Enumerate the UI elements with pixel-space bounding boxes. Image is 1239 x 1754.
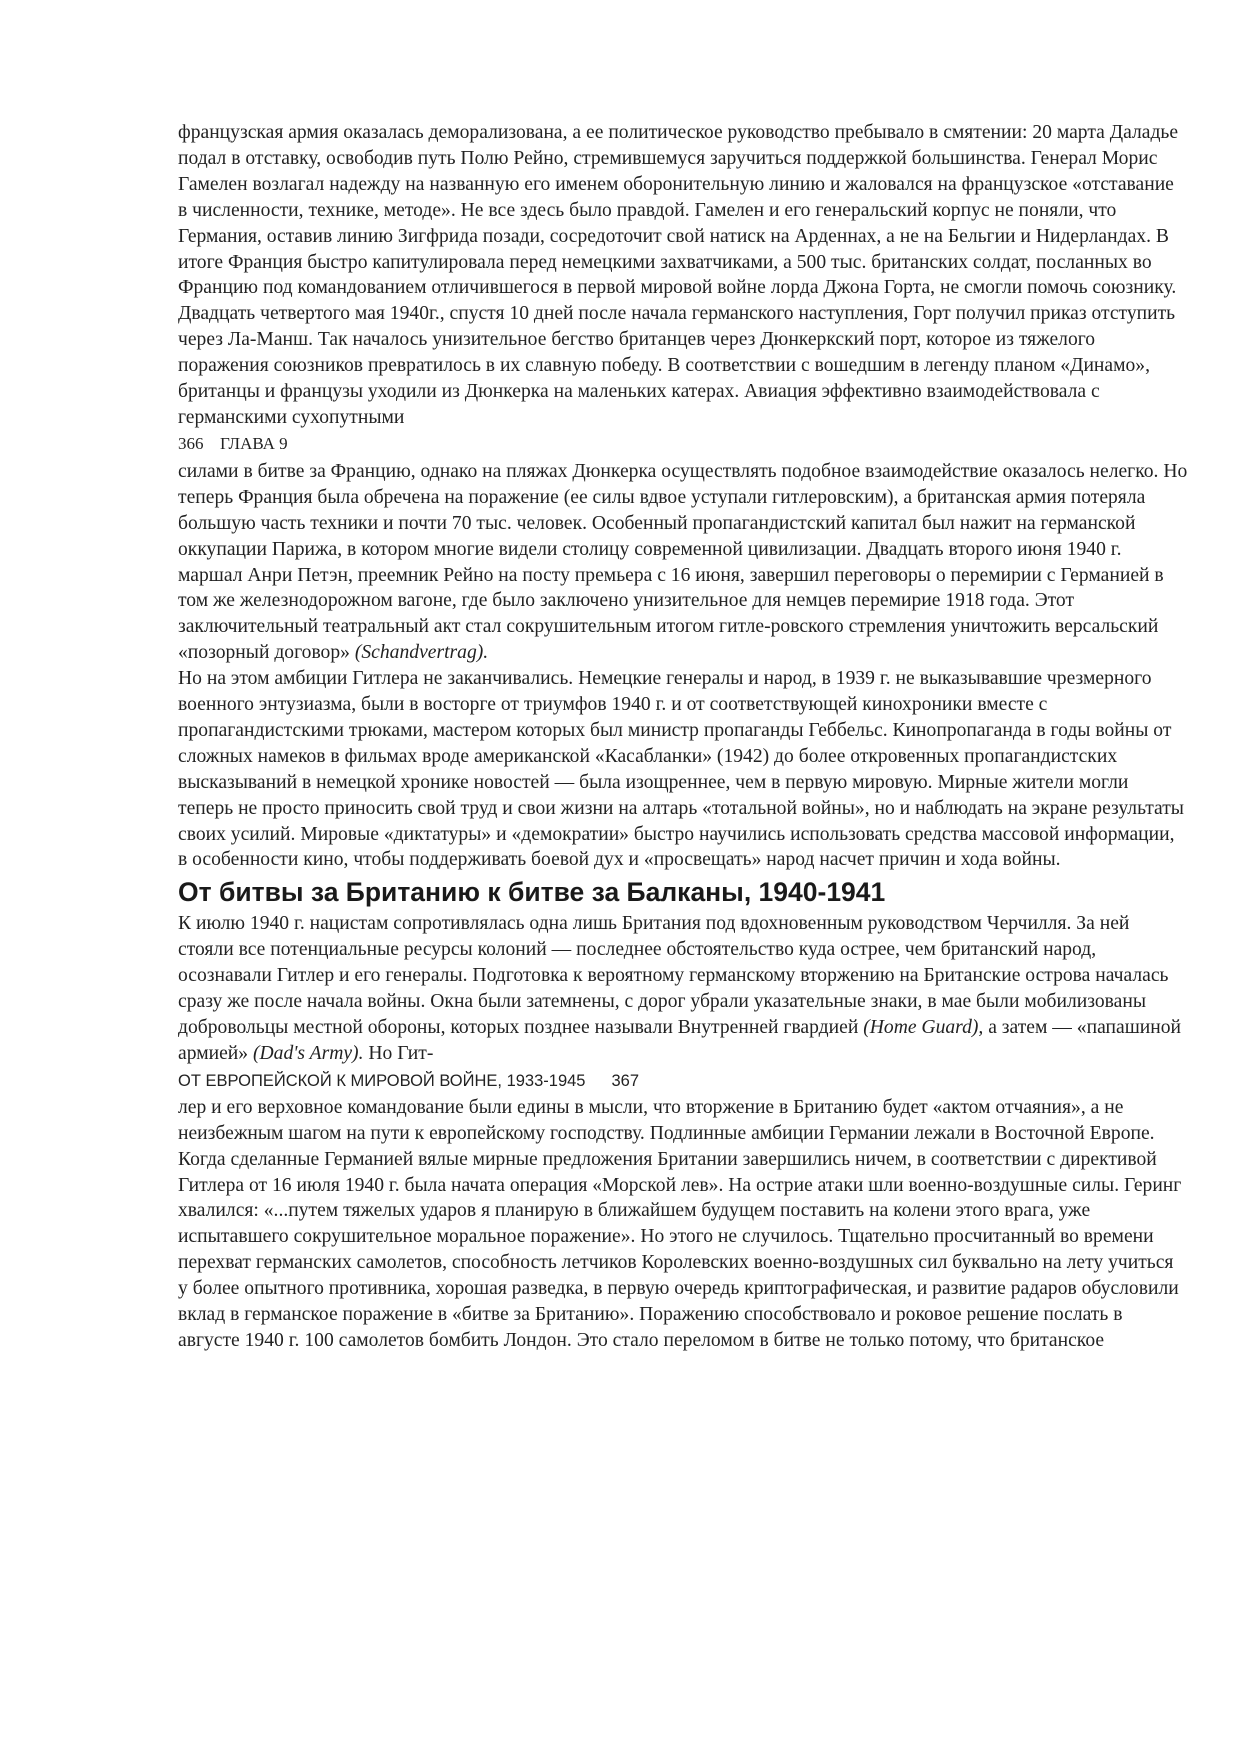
italic-term: (Schandvertrag). xyxy=(354,642,489,664)
paragraph: Двадцать четвертого мая 1940г., спустя 10 дней после начала германского наступления, Горт получил приказ отступить через Ла-Манш. Так началось унизительное бегство британцев через Дюнкеркский порт, которое из тяжелого поражения союзников превратилось в их славную победу. В соответствии с вошедшим в легенду планом «Динамо», британцы и французы уходили из Дюнкерка на маленьких катерах. Авиация эффективно взаимодействовала с германскими сухопутными xyxy=(178,303,1176,428)
italic-term: (Home Guard), xyxy=(863,1017,984,1038)
paragraph: лер и его верховное командование были едины в мысли, что вторжение в Британию будет «актом отчаяния», а не неизбежным шагом на пути к европейскому господству. Подлинные амбиции Германии лежали в Восточной Европе. xyxy=(178,1096,1155,1144)
running-head-chapter xyxy=(178,433,1188,455)
running-head-book xyxy=(178,1069,1188,1093)
paragraph xyxy=(178,459,1188,666)
paragraph: Когда сделанные Германией вялые мирные предложения Британии завершились ничем, в соответствии с директивой Гитлера от 16 июля 1940 г. была начата операция «Морской лев». На острие атаки шли военно-воздушные силы. Геринг хвалился: «...путем тяжелых ударов я планирую в ближайшем будущем поставить на колени этого врага, уже испытавшего сокрушительное моральное поражение». Но этого не случилось. Тщательно просчитанный во времени перехват германских самолетов, способность летчиков Королевских военно-воздушных сил буквально на лету учиться у более опытного противника, хорошая разведка, в первую очередь криптографическая, и развитие радаров обусловили вклад в германское поражение в «битве за Британию». Поражению способствовало и роковое решение послать в августе 1940 г. 100 самолетов бомбить Лондон. Это стало переломом в битве не только потому, что британское xyxy=(178,1148,1182,1351)
section-heading: От битвы за Британию к битве за Балканы, 1940-1941 xyxy=(178,877,886,908)
page-number: 367 xyxy=(611,1071,640,1090)
paragraph xyxy=(178,911,1188,1066)
paragraph-text: силами в битве за Францию, однако на пляжах Дюнкерка осуществлять подобное взаимодействие оказалось нелегко. Но теперь Франция была обречена на поражение (ее силы вдвое уступали гитлеровским), а британская армия потеряла большую часть техники и почти 70 тыс. человек. Особенный пропагандистский капитал был нажит на германской оккупации Парижа, в котором многие видели столицу современной цивилизации. Двадцать второго июня 1940 г. маршал Анри Петэн, преемник Рейно на посту премьера с 16 июня, завершил переговоры о перемирии с Германией в том же железнодорожном вагоне, где было заключено унизительное для немцев перемирие 1918 года. Этот заключительный театральный акт стал сокрушительным итогом гитле-ровского стремления уничтожить версальский «позорный договор» xyxy=(178,460,1188,664)
chapter-label: ГЛАВА 9 xyxy=(220,433,288,453)
page-number: 366 xyxy=(178,433,204,453)
paragraph-text: Но Гит- xyxy=(363,1042,434,1064)
paragraph: Но на этом амбиции Гитлера не заканчивались. Немецкие генералы и народ, в 1939 г. не выказывавшие чрезмерного военного энтузиазма, были в восторге от триумфов 1940 г. и от соответствующей кинохроники вместе с пропагандистскими трюками, мастером которых был министр пропаганды Геббельс. Кинопропаганда в годы войны от сложных намеков в фильмах вроде американской «Касабланки» (1942) до более откровенных пропагандистских высказываний в немецкой хронике новостей — была изощреннее, чем в первую мировую. Мирные жители могли теперь не просто приносить свой труд и свои жизни на алтарь «тотальной войны», но и наблюдать на экране результаты своих усилий. Мировые «диктатуры» и «демократии» быстро научились использовать средства массовой информации, в особенности кино, чтобы поддерживать боевой дух и «просвещать» народ насчет причин и хода войны. xyxy=(178,668,1184,871)
paragraph-text: К июлю 1940 г. нацистам сопротивлялась одна лишь Британия под вдохновенным руководством Черчилля. За ней стояли все потенциальные ресурсы колоний — последнее обстоятельство куда острее, чем британский народ, осознавали Гитлер и его генералы. Подготовка к вероятному германскому вторжению на Британские острова началась сразу же после начала войны. Окна были затемнены, с дорог убрали указательные знаки, в мае были мобилизованы добровольцы местной обороны, которых позднее называли Внутренней гвардией xyxy=(178,913,1169,1038)
running-head-title: ОТ ЕВРОПЕЙСКОЙ К МИРОВОЙ ВОЙНЕ, 1933-1945 xyxy=(178,1071,586,1090)
paragraph-text: а затем — «папашиной армией» xyxy=(178,1017,1182,1064)
document-page xyxy=(178,120,1188,1354)
italic-term: (Dad's Army). xyxy=(252,1042,364,1064)
paragraph: французская армия оказалась деморализована, а ее политическое руководство пребывало в смятении: 20 марта Даладье подал в отставку, освободив путь Полю Рейно, стремившемуся заручиться поддержкой большинства. Генерал Морис Гамелен возлагал надежду на названную его именем оборонительную линию и жаловался на французское «отставание в численности, технике, методе». Не все здесь было правдой. Гамелен и его генеральский корпус не поняли, что Германия, оставив линию Зигфрида позади, сосредоточит свой натиск на Арденнах, а не на Бельгии и Нидерландах. В итоге Франция быстро капитулировала перед немецкими захватчиками, а 500 тыс. британских солдат, посланных во Францию под командованием отличившегося в первой мировой войне лорда Джона Горта, не смогли помочь союзнику. xyxy=(178,122,1179,299)
